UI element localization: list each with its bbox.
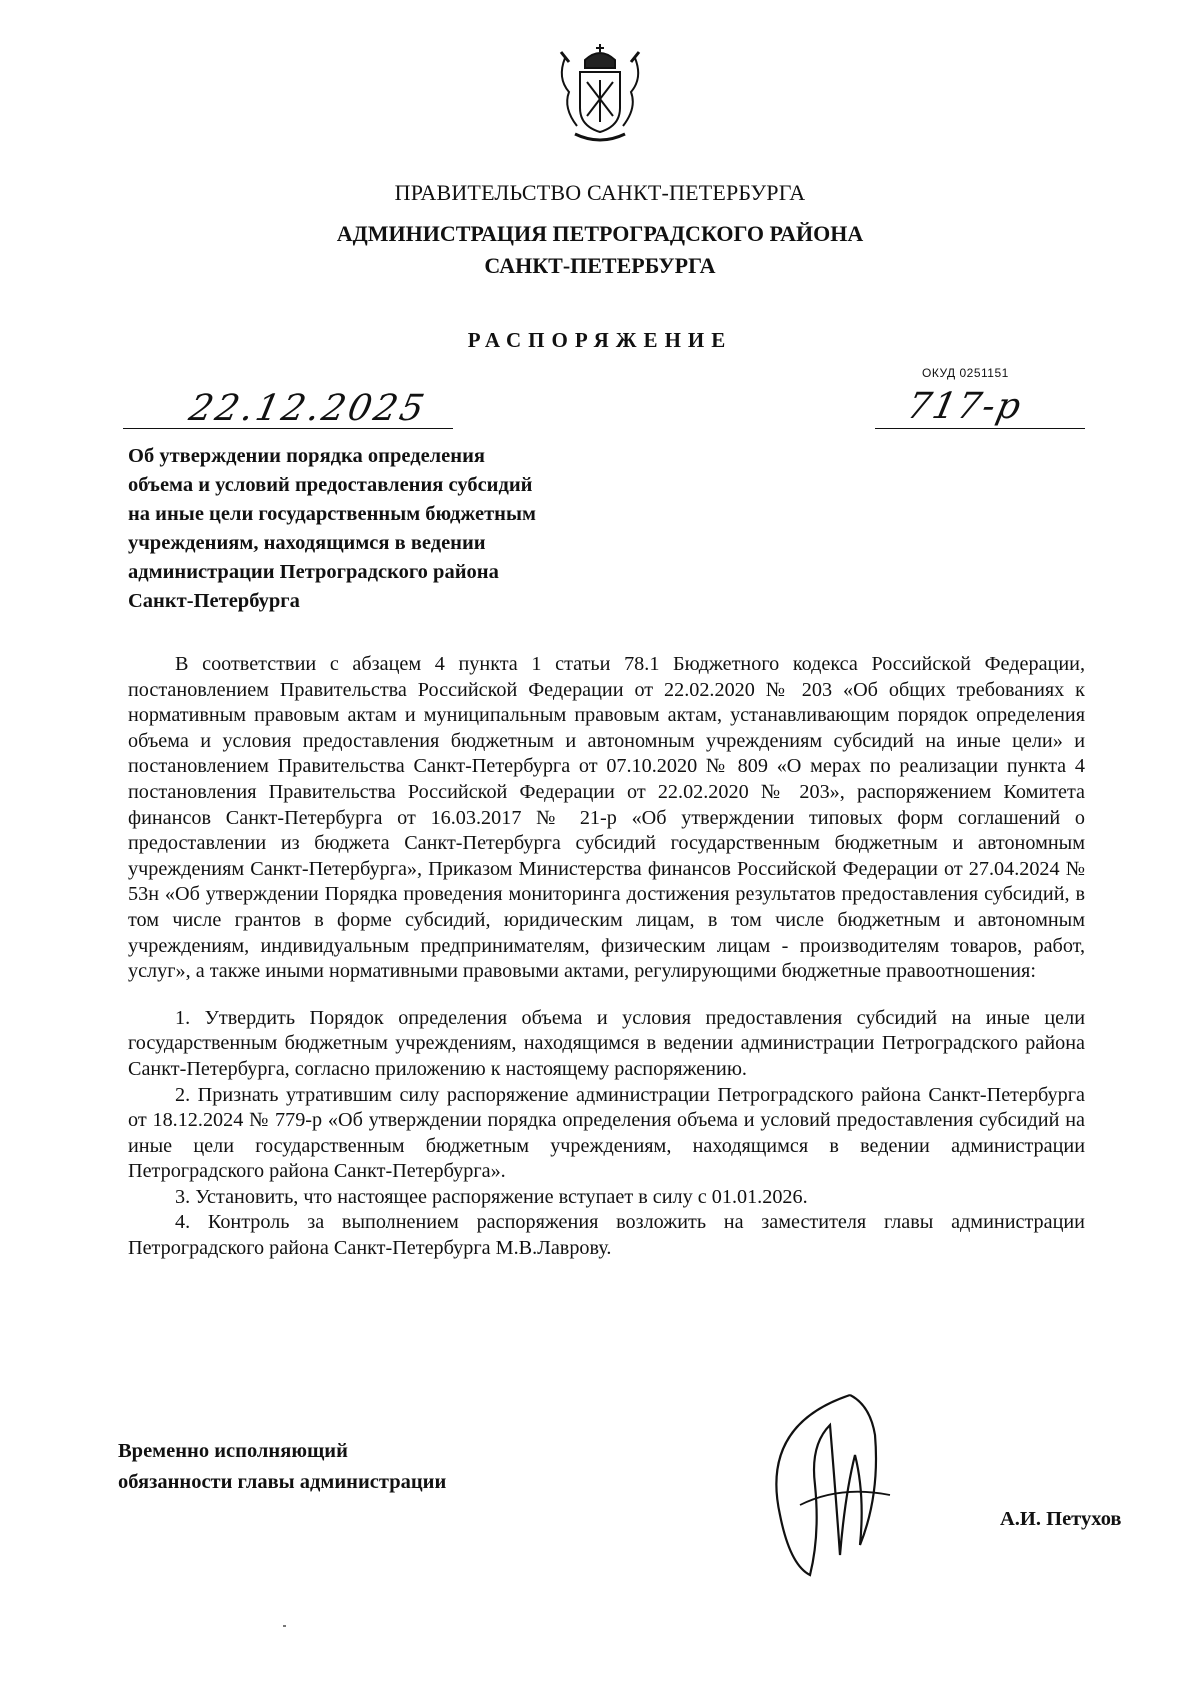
subject-line: учреждениям, находящимся в ведении (128, 532, 486, 554)
document-body (128, 652, 1085, 1262)
administration-header (0, 218, 1200, 282)
subject-line: администрации Петроградского района (128, 561, 499, 583)
position-line-1: Временно исполняющий (118, 1440, 348, 1462)
government-header: ПРАВИТЕЛЬСТВО САНКТ-ПЕТЕРБУРГА (394, 180, 806, 205)
signatory-name: А.И. Петухов (1000, 1508, 1122, 1530)
document-subject (128, 442, 648, 616)
scan-dot (283, 1625, 286, 1627)
administration-line-1: АДМИНИСТРАЦИЯ ПЕТРОГРАДСКОГО РАЙОНА (336, 221, 864, 246)
order-item-1: 1. Утвердить Порядок определения объема и условия предоставления субсидий на иные цели государственным бюджетным учреждениям, находящимся в ведении администрации Петроградского района Санкт-Петербурга, согласно приложению к настоящему распоряжению. (128, 1006, 1085, 1080)
order-item-3: 3. Установить, что настоящее распоряжение вступает в силу с 01.01.2026. (175, 1185, 808, 1208)
preamble-paragraph: В соответствии с абзацем 4 пункта 1 статьи 78.1 Бюджетного кодекса Российской Федерации, постановлением Правительства Российской Федерации от 22.02.2020 № 203 «Об общих требованиях к нормативным правовым актам и муниципальным правовым актам, устанавливающим порядок определения объема и условия предоставления бюджетным и автономным учреждениям субсидий на иные цели» и постановлением Правительства Санкт-Петербурга от 07.10.2020 № 809 «О мерах по реализации пункта 4 постановления Правительства Российской Федерации от 22.02.2020 № 203», распоряжением Комитета финансов Санкт-Петербурга от 16.03.2017 № 21-р «Об утверждении типовых форм соглашений о предоставлении из бюджета Санкт-Петербурга субсидий государственным бюджетным и автономным учреждениям Санкт-Петербурга», Приказом Министерства финансов Российской Федерации от 27.04.2024 № 53н «Об утверждении Порядка проведения мониторинга достижения результатов предоставления субсидий, в том числе грантов в форме субсидий, юридическим лицам, в том числе бюджетным и автономным учреждениям, индивидуальным предпринимателям, физическим лицам - производителям товаров, работ, услуг», а также иными нормативными правовыми актами, регулирующими бюджетные правоотношения: (128, 653, 1085, 983)
subject-line: на иные цели государственным бюджетным (128, 503, 536, 525)
position-line-2: обязанности главы администрации (118, 1471, 447, 1493)
okud-code: ОКУД 0251151 (922, 366, 1009, 380)
order-item-4: 4. Контроль за выполнением распоряжения возложить на заместителя главы администрации Петроградского района Санкт-Петербурга М.В.Лаврову. (128, 1211, 1085, 1260)
subject-line: Об утверждении порядка определения (128, 445, 485, 467)
document-date: 22.12.2025 (185, 388, 431, 429)
document-type-title: РАСПОРЯЖЕНИЕ (467, 328, 733, 352)
coat-of-arms-icon (545, 38, 655, 148)
document-number: 717-р (903, 386, 1027, 427)
handwritten-signature-icon (740, 1385, 940, 1615)
signatory-position (118, 1436, 638, 1498)
order-item-2: 2. Признать утратившим силу распоряжение администрации Петроградского района Санкт-Петербурга от 18.12.2024 № 779-р «Об утверждении порядка определения объема и условий предоставления субсидий на иные цели государственным бюджетным учреждениям, находящимся в ведении администрации Петроградского района Санкт-Петербурга». (128, 1083, 1085, 1183)
subject-line: объема и условий предоставления субсидий (128, 474, 533, 496)
administration-line-2: САНКТ-ПЕТЕРБУРГА (484, 253, 716, 278)
subject-line: Санкт-Петербурга (128, 590, 300, 612)
